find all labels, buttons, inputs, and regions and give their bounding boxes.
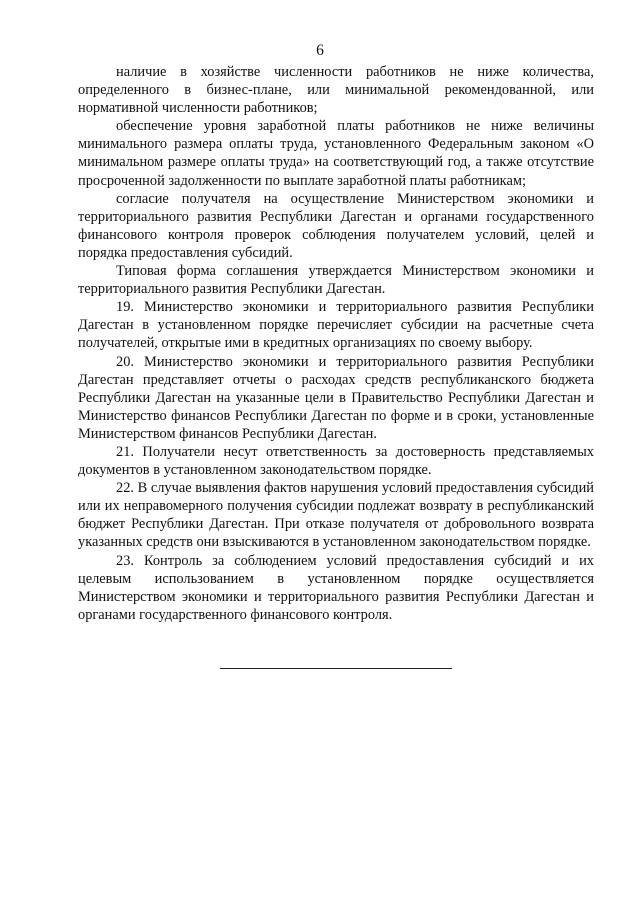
document-body	[78, 63, 594, 624]
paragraph-clause-20: 20. Министерство экономики и территориального развития Республики Дагестан представляет отчеты о расходах средств республиканского бюджета Республики Дагестан на указанные цели в Правительство Республики Дагестан и Министерство финансов Республики Дагестан по форме и в сроки, установленные Министерством финансов Республики Дагестан.	[78, 353, 594, 442]
paragraph-clause-22: 22. В случае выявления фактов нарушения условий предоставления субсидий или их неправомерного получения субсидии подлежат возврату в республиканский бюджет Республики Дагестан. При отказе получателя от добровольного возврата указанных средств они взыскиваются в установленном законодательством порядке.	[78, 480, 594, 551]
paragraph-clause-21: 21. Получатели несут ответственность за достоверность представляемых документов в установленном законодательством порядке.	[78, 443, 594, 479]
paragraph-clause-19: 19. Министерство экономики и территориального развития Республики Дагестан в установленном порядке перечисляет субсидии на расчетные счета получателей, открытые ими в кредитных организациях по своему выбору.	[78, 299, 594, 352]
paragraph-clause-23: 23. Контроль за соблюдением условий предоставления субсидий и их целевым использованием в установленном порядке осуществляется Министерством экономики и территориального развития Республики Дагестан и органами государственного финансового контроля.	[78, 552, 594, 623]
paragraph-inspection-consent: согласие получателя на осуществление Министерством экономики и территориального развития Республики Дагестан и органами государственного финансового контроля проверок соблюдения получателем условий, целей и порядка предоставления субсидий.	[78, 190, 594, 261]
closing-divider-line	[220, 668, 452, 669]
page-number: 6	[316, 42, 324, 59]
paragraph-staff-count: наличие в хозяйстве численности работников не ниже количества, определенного в бизнес-плане, или минимальной рекомендованной, или нормативной численности работников;	[78, 64, 594, 117]
paragraph-minimum-wage: обеспечение уровня заработной платы работников не ниже величины минимального размера оплаты труда, установленного Федеральным законом «О минимальном размере оплаты труда» на соответствующий год, а также отсутствие просроченной задолженности по выплате заработной платы работникам;	[78, 118, 594, 189]
paragraph-standard-agreement: Типовая форма соглашения утверждается Министерством экономики и территориального развития Республики Дагестан.	[78, 263, 594, 298]
